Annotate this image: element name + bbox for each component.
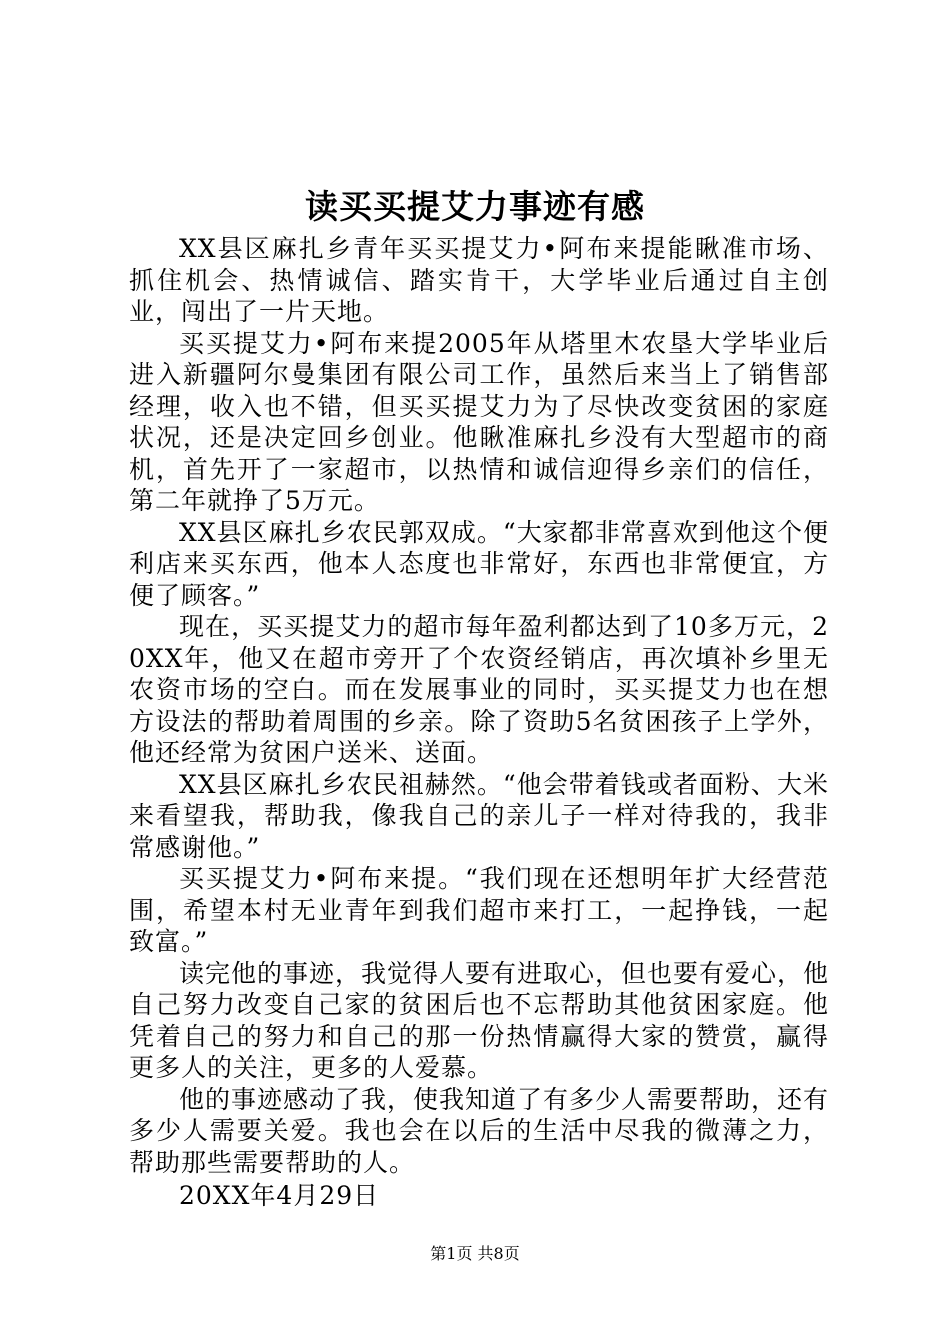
document-date: 20XX年4月29日 [179, 1181, 380, 1210]
page-number-footer: 第1页 共8页 [430, 1244, 520, 1263]
paragraph-present: 现在，买买提艾力的超市每年盈利都达到了10多万元，20XX年，他又在超市旁开了个农资经销店，再次填补乡里无农资市场的空白。而在发展事业的同时，买买提艾力也在想方设法的帮助着周围的乡亲。除了资助5名贫困孩子上学外，他还经常为贫困户送米、送面。 [129, 612, 829, 767]
paragraph-quote-maimaiti: 买买提艾力•阿布来提。“我们现在还想明年扩大经营范围，希望本村无业青年到我们超市来打工，一起挣钱，一起致富。” [129, 864, 829, 956]
paragraph-reflection: 读完他的事迹，我觉得人要有进取心，但也要有爱心，他自己努力改变自己家的贫困后也不忘帮助其他贫困家庭。他凭着自己的努力和自己的那一份热情赢得大家的赞赏，赢得更多人的关注，更多的人爱慕。 [129, 958, 830, 1082]
document-title: 读买买提艾力事迹有感 [305, 187, 645, 226]
paragraph-quote-guo: XX县区麻扎乡农民郭双成。“大家都非常喜欢到他这个便利店来买东西，他本人态度也非常好，东西也非常便宜，方便了顾客。” [129, 517, 829, 610]
paragraph-conclusion: 他的事迹感动了我，使我知道了有多少人需要帮助，还有多少人需要关爱。我也会在以后的生活中尽我的微薄之力，帮助那些需要帮助的人。 [129, 1084, 830, 1177]
paragraph-intro: XX县区麻扎乡青年买买提艾力•阿布来提能瞅准市场、抓住机会、热情诚信、踏实肯干，大学毕业后通过自主创业，闯出了一片天地。 [129, 234, 829, 326]
paragraph-career: 买买提艾力•阿布来提2005年从塔里木农垦大学毕业后进入新疆阿尔曼集团有限公司工作，虽然后来当上了销售部经理，收入也不错，但买买提艾力为了尽快改变贫困的家庭状况，还是决定回乡创业。他瞅准麻扎乡没有大型超市的商机，首先开了一家超市，以热情和诚信迎得乡亲们的信任，第二年就挣了5万元。 [129, 328, 829, 515]
paragraph-quote-zu: XX县区麻扎乡农民祖赫然。“他会带着钱或者面粉、大米来看望我，帮助我，像我自己的亲儿子一样对待我的，我非常感谢他。” [129, 769, 829, 862]
document-body [129, 233, 829, 1212]
